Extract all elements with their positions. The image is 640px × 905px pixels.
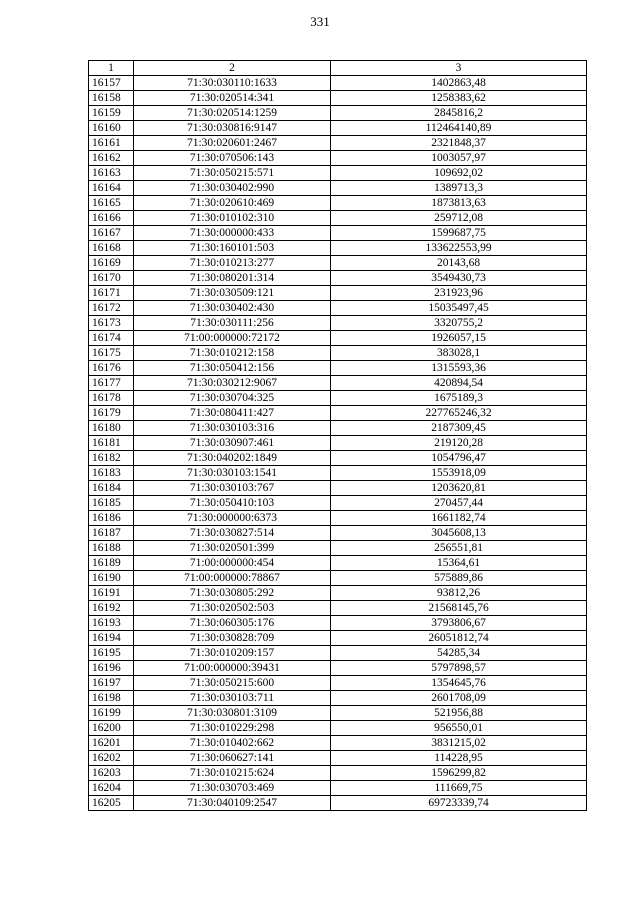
table-row xyxy=(89,256,587,271)
cadastral-value: 227765246,32 xyxy=(331,406,587,421)
cadastral-value: 1402863,48 xyxy=(331,76,587,91)
cadastral-value: 256551,81 xyxy=(331,541,587,556)
table-row xyxy=(89,481,587,496)
cadastral-value: 575889,86 xyxy=(331,571,587,586)
table-row xyxy=(89,181,587,196)
table-row xyxy=(89,616,587,631)
cadastral-number: 71:00:000000:454 xyxy=(134,556,331,571)
cadastral-number: 71:30:030402:990 xyxy=(134,181,331,196)
table-row xyxy=(89,136,587,151)
cadastral-number: 71:30:030212:9067 xyxy=(134,376,331,391)
cadastral-value: 259712,08 xyxy=(331,211,587,226)
row-number: 16160 xyxy=(89,121,134,136)
row-number: 16159 xyxy=(89,106,134,121)
cadastral-value: 109692,02 xyxy=(331,166,587,181)
cadastral-number: 71:30:010229:298 xyxy=(134,721,331,736)
cadastral-value: 1873813,63 xyxy=(331,196,587,211)
table-row xyxy=(89,691,587,706)
row-number: 16174 xyxy=(89,331,134,346)
table-row xyxy=(89,421,587,436)
cadastral-value: 114228,95 xyxy=(331,751,587,766)
row-number: 16193 xyxy=(89,616,134,631)
cadastral-number: 71:30:030103:1541 xyxy=(134,466,331,481)
cadastral-value: 93812,26 xyxy=(331,586,587,601)
cadastral-number: 71:30:010215:624 xyxy=(134,766,331,781)
cadastral-number: 71:30:030103:316 xyxy=(134,421,331,436)
cadastral-value: 1203620,81 xyxy=(331,481,587,496)
cadastral-value: 112464140,89 xyxy=(331,121,587,136)
table-row xyxy=(89,361,587,376)
table-row xyxy=(89,166,587,181)
cadastral-value: 2187309,45 xyxy=(331,421,587,436)
cadastral-number: 71:30:040202:1849 xyxy=(134,451,331,466)
cadastral-value: 1315593,36 xyxy=(331,361,587,376)
cadastral-number: 71:30:030103:767 xyxy=(134,481,331,496)
row-number: 16195 xyxy=(89,646,134,661)
cadastral-value: 956550,01 xyxy=(331,721,587,736)
table-row xyxy=(89,721,587,736)
table-row xyxy=(89,601,587,616)
table-row xyxy=(89,541,587,556)
cadastral-number: 71:30:080411:427 xyxy=(134,406,331,421)
cadastral-number: 71:30:020501:399 xyxy=(134,541,331,556)
row-number: 16183 xyxy=(89,466,134,481)
row-number: 16162 xyxy=(89,151,134,166)
cadastral-number: 71:30:020610:469 xyxy=(134,196,331,211)
cadastral-number: 71:30:010212:158 xyxy=(134,346,331,361)
cadastral-number: 71:30:000000:6373 xyxy=(134,511,331,526)
row-number: 16194 xyxy=(89,631,134,646)
row-number: 16164 xyxy=(89,181,134,196)
cadastral-value: 270457,44 xyxy=(331,496,587,511)
row-number: 16161 xyxy=(89,136,134,151)
cadastral-number: 71:30:030805:292 xyxy=(134,586,331,601)
row-number: 16168 xyxy=(89,241,134,256)
cadastral-number: 71:30:030801:3109 xyxy=(134,706,331,721)
row-number: 16158 xyxy=(89,91,134,106)
cadastral-number: 71:30:030828:709 xyxy=(134,631,331,646)
row-number: 16173 xyxy=(89,316,134,331)
cadastral-value: 1258383,62 xyxy=(331,91,587,106)
cadastral-number: 71:30:020514:1259 xyxy=(134,106,331,121)
table-row xyxy=(89,766,587,781)
cadastral-number: 71:30:050215:600 xyxy=(134,676,331,691)
cadastral-value: 15035497,45 xyxy=(331,301,587,316)
row-number: 16157 xyxy=(89,76,134,91)
cadastral-value: 5797898,57 xyxy=(331,661,587,676)
cadastral-number: 71:30:040109:2547 xyxy=(134,796,331,811)
cadastral-value: 15364,61 xyxy=(331,556,587,571)
cadastral-value: 219120,28 xyxy=(331,436,587,451)
row-number: 16188 xyxy=(89,541,134,556)
cadastral-number: 71:30:030827:514 xyxy=(134,526,331,541)
row-number: 16189 xyxy=(89,556,134,571)
row-number: 16165 xyxy=(89,196,134,211)
cadastral-number: 71:30:050410:103 xyxy=(134,496,331,511)
cadastral-value: 420894,54 xyxy=(331,376,587,391)
table-row xyxy=(89,76,587,91)
cadastral-value: 1054796,47 xyxy=(331,451,587,466)
row-number: 16201 xyxy=(89,736,134,751)
row-number: 16184 xyxy=(89,481,134,496)
cadastral-value: 3320755,2 xyxy=(331,316,587,331)
cadastral-number: 71:30:020502:503 xyxy=(134,601,331,616)
cadastral-number: 71:30:030816:9147 xyxy=(134,121,331,136)
cadastral-number: 71:30:160101:503 xyxy=(134,241,331,256)
cadastral-value: 2845816,2 xyxy=(331,106,587,121)
table-row xyxy=(89,586,587,601)
table-row xyxy=(89,211,587,226)
table-row xyxy=(89,451,587,466)
table-row xyxy=(89,271,587,286)
table-header-row xyxy=(89,61,587,76)
cadastral-number: 71:00:000000:78867 xyxy=(134,571,331,586)
row-number: 16191 xyxy=(89,586,134,601)
table-row xyxy=(89,646,587,661)
cadastral-number: 71:30:010213:277 xyxy=(134,256,331,271)
cadastral-value: 1354645,76 xyxy=(331,676,587,691)
column-header-number: 1 xyxy=(89,61,134,76)
cadastral-number: 71:30:060305:176 xyxy=(134,616,331,631)
page-number: 331 xyxy=(310,14,330,29)
row-number: 16186 xyxy=(89,511,134,526)
row-number: 16202 xyxy=(89,751,134,766)
cadastral-value: 3549430,73 xyxy=(331,271,587,286)
cadastral-value: 521956,88 xyxy=(331,706,587,721)
cadastral-number: 71:30:020514:341 xyxy=(134,91,331,106)
cadastral-value: 54285,34 xyxy=(331,646,587,661)
row-number: 16205 xyxy=(89,796,134,811)
cadastral-value: 21568145,76 xyxy=(331,601,587,616)
cadastral-number: 71:30:030703:469 xyxy=(134,781,331,796)
row-number: 16178 xyxy=(89,391,134,406)
column-header-value: 3 xyxy=(331,61,587,76)
cadastral-number: 71:30:030110:1633 xyxy=(134,76,331,91)
cadastral-number: 71:30:030907:461 xyxy=(134,436,331,451)
cadastral-value: 3793806,67 xyxy=(331,616,587,631)
cadastral-value: 1926057,15 xyxy=(331,331,587,346)
row-number: 16196 xyxy=(89,661,134,676)
cadastral-number: 71:30:030103:711 xyxy=(134,691,331,706)
table-row xyxy=(89,496,587,511)
table-row xyxy=(89,151,587,166)
cadastral-value-table xyxy=(88,60,587,811)
table-row xyxy=(89,121,587,136)
cadastral-value: 69723339,74 xyxy=(331,796,587,811)
row-number: 16187 xyxy=(89,526,134,541)
cadastral-value: 1389713,3 xyxy=(331,181,587,196)
cadastral-value: 3045608,13 xyxy=(331,526,587,541)
row-number: 16204 xyxy=(89,781,134,796)
row-number: 16180 xyxy=(89,421,134,436)
cadastral-number: 71:30:050412:156 xyxy=(134,361,331,376)
cadastral-value: 1553918,09 xyxy=(331,466,587,481)
cadastral-value: 133622553,99 xyxy=(331,241,587,256)
cadastral-value: 1661182,74 xyxy=(331,511,587,526)
table-body xyxy=(89,76,587,811)
cadastral-number: 71:30:030402:430 xyxy=(134,301,331,316)
table-row xyxy=(89,91,587,106)
row-number: 16167 xyxy=(89,226,134,241)
table-row xyxy=(89,406,587,421)
cadastral-number: 71:30:000000:433 xyxy=(134,226,331,241)
row-number: 16190 xyxy=(89,571,134,586)
table-row xyxy=(89,706,587,721)
table-row xyxy=(89,226,587,241)
cadastral-value: 111669,75 xyxy=(331,781,587,796)
row-number: 16192 xyxy=(89,601,134,616)
row-number: 16198 xyxy=(89,691,134,706)
table-row xyxy=(89,301,587,316)
row-number: 16203 xyxy=(89,766,134,781)
table-row xyxy=(89,556,587,571)
table-row xyxy=(89,316,587,331)
table-row xyxy=(89,526,587,541)
cadastral-number: 71:30:010402:662 xyxy=(134,736,331,751)
row-number: 16199 xyxy=(89,706,134,721)
cadastral-number: 71:00:000000:72172 xyxy=(134,331,331,346)
table-row xyxy=(89,781,587,796)
row-number: 16175 xyxy=(89,346,134,361)
cadastral-number: 71:30:080201:314 xyxy=(134,271,331,286)
cadastral-number: 71:30:070506:143 xyxy=(134,151,331,166)
cadastral-value: 1596299,82 xyxy=(331,766,587,781)
table-row xyxy=(89,661,587,676)
cadastral-number: 71:30:010209:157 xyxy=(134,646,331,661)
table-row xyxy=(89,511,587,526)
cadastral-number: 71:30:010102:310 xyxy=(134,211,331,226)
cadastral-number: 71:30:030704:325 xyxy=(134,391,331,406)
row-number: 16166 xyxy=(89,211,134,226)
cadastral-number: 71:30:030509:121 xyxy=(134,286,331,301)
cadastral-value: 3831215,02 xyxy=(331,736,587,751)
table-row xyxy=(89,676,587,691)
row-number: 16197 xyxy=(89,676,134,691)
table-row xyxy=(89,571,587,586)
cadastral-value: 2321848,37 xyxy=(331,136,587,151)
cadastral-number: 71:30:030111:256 xyxy=(134,316,331,331)
table-row xyxy=(89,241,587,256)
cadastral-number: 71:00:000000:39431 xyxy=(134,661,331,676)
row-number: 16200 xyxy=(89,721,134,736)
row-number: 16176 xyxy=(89,361,134,376)
table-row xyxy=(89,106,587,121)
cadastral-number: 71:30:060627:141 xyxy=(134,751,331,766)
row-number: 16170 xyxy=(89,271,134,286)
cadastral-value: 1003057,97 xyxy=(331,151,587,166)
table-row xyxy=(89,286,587,301)
table-row xyxy=(89,736,587,751)
row-number: 16171 xyxy=(89,286,134,301)
cadastral-value: 20143,68 xyxy=(331,256,587,271)
table-row xyxy=(89,391,587,406)
row-number: 16169 xyxy=(89,256,134,271)
row-number: 16185 xyxy=(89,496,134,511)
cadastral-value: 1675189,3 xyxy=(331,391,587,406)
table-row xyxy=(89,466,587,481)
row-number: 16172 xyxy=(89,301,134,316)
table-row xyxy=(89,796,587,811)
table-row xyxy=(89,196,587,211)
cadastral-value: 383028,1 xyxy=(331,346,587,361)
row-number: 16177 xyxy=(89,376,134,391)
cadastral-number: 71:30:050215:571 xyxy=(134,166,331,181)
row-number: 16179 xyxy=(89,406,134,421)
table-row xyxy=(89,751,587,766)
row-number: 16181 xyxy=(89,436,134,451)
row-number: 16182 xyxy=(89,451,134,466)
column-header-cadastral-number: 2 xyxy=(134,61,331,76)
table-row xyxy=(89,376,587,391)
table-row xyxy=(89,346,587,361)
table-row xyxy=(89,331,587,346)
cadastral-value: 1599687,75 xyxy=(331,226,587,241)
cadastral-value: 26051812,74 xyxy=(331,631,587,646)
cadastral-value: 2601708,09 xyxy=(331,691,587,706)
table-row xyxy=(89,631,587,646)
row-number: 16163 xyxy=(89,166,134,181)
cadastral-number: 71:30:020601:2467 xyxy=(134,136,331,151)
cadastral-value: 231923,96 xyxy=(331,286,587,301)
table-row xyxy=(89,436,587,451)
